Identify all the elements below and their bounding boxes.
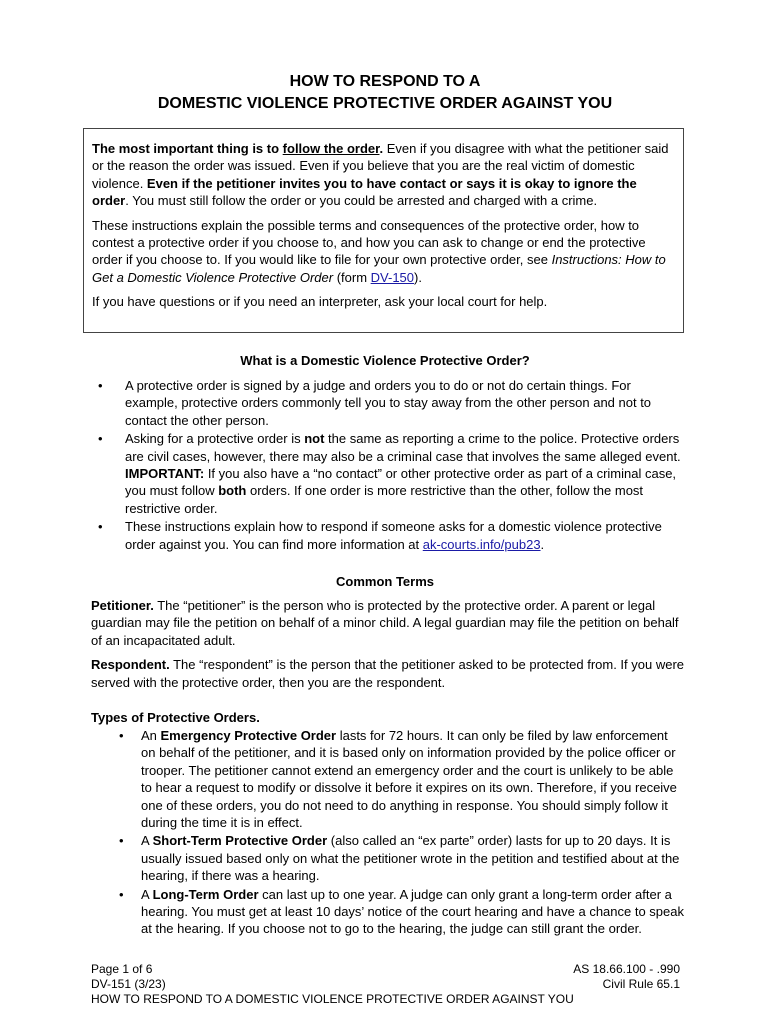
section-heading-common-terms: Common Terms — [336, 574, 434, 589]
footer-page-number: Page 1 of 6 — [91, 962, 153, 976]
footer-civil-rule: Civil Rule 65.1 — [602, 977, 680, 991]
definition-petitioner: Petitioner. The “petitioner” is the person who is protected by the protective order. A parent or legal guardian may file the petition on behalf of a minor child. A legal guardian may file the petition on behalf of an incapacitated adult. — [91, 598, 679, 648]
common-terms-definitions — [91, 597, 685, 698]
notice-paragraph-3: If you have questions or if you need an interpreter, ask your local court for help. — [92, 294, 548, 310]
types-bullet-list — [91, 727, 685, 939]
footer-statute: AS 18.66.100 - .990 — [573, 962, 680, 976]
footer-document-title: HOW TO RESPOND TO A DOMESTIC VIOLENCE PROTECTIVE ORDER AGAINST YOU — [91, 992, 574, 1006]
definition-respondent: Respondent. The “respondent” is the person that the petitioner asked to be protected from. If you were served with the protective order, then you are the respondent. — [91, 657, 685, 690]
list-item: • A Long-Term Order can last up to one year. A judge can only grant a long-term order after a hearing. You must get at least 10 days’ notice of the court hearing and have a chance to speak at the hearing. If you choose not to go to the hearing, the judge can still grant the order. — [91, 886, 685, 938]
footer-form-number: DV-151 (3/23) — [91, 977, 166, 991]
section-heading-what-is: What is a Domestic Violence Protective Order? — [240, 353, 530, 368]
list-item: • Asking for a protective order is not the same as reporting a crime to the police. Protective orders are civil cases, however, there may also be a criminal case that involves the same alleged event. IMPORTANT: If you also have a “no contact” or other protective order as part of a criminal case, you must follow both orders. If one order is more restrictive than the other, follow the most restrictive order. — [91, 430, 685, 517]
list-item: • An Emergency Protective Order lasts for 72 hours. It can only be filed by law enforcement on behalf of the petitioner, and it is based only on information provided by the police officer or trooper. The petitioner cannot extend an emergency order and the court is unlikely to be able to hear a request to modify or dissolve it before it expires on its own. Therefore, if you receive one of these orders, you do not need to do anything in response. You should simply follow it during the time it is in effect. — [91, 727, 685, 831]
notice-paragraph-2: These instructions explain the possible terms and consequences of the protective order, how to contest a protective order if you choose to, and how you can ask to change or end the protective order if you choose to. If you would like to file for your own protective order, see Instructions: How to Get a Domestic Violence Protective Order (form DV-150). — [92, 217, 666, 285]
types-heading: Types of Protective Orders. — [91, 710, 260, 725]
dv-150-link[interactable]: DV-150 — [370, 269, 415, 285]
important-notice-box — [83, 128, 684, 333]
what-is-bullet-list — [91, 377, 685, 554]
notice-paragraph-1: The most important thing is to follow the order. Even if you disagree with what the petitioner said or the reason the order was issued. Even if you believe that you are the real victim of domestic violence. Even if the petitioner invites you to have contact or says it is okay to ignore the order. You must still follow the order or you could be arrested and charged with a crime. — [92, 141, 669, 209]
list-item: • These instructions explain how to respond if someone asks for a domestic violence protective order against you. You can find more information at ak-courts.info/pub23. — [91, 518, 685, 553]
list-item: • A Short-Term Protective Order (also called an “ex parte” order) lasts for up to 20 days. It is usually issued based only on what the petitioner wrote in the petition and testified about at the hearing, if there was a hearing. — [91, 832, 685, 884]
dv-150-instructions-title: Instructions: How to Get a Domestic Violence Protective Order — [92, 252, 666, 285]
document-title-line-1: HOW TO RESPOND TO A — [289, 73, 481, 90]
pub23-link[interactable]: ak-courts.info/pub23 — [422, 536, 541, 552]
document-title-line-2: DOMESTIC VIOLENCE PROTECTIVE ORDER AGAINST YOU — [157, 95, 613, 112]
list-item: • A protective order is signed by a judge and orders you to do or not do certain things. For example, protective orders commonly tell you to stay away from the other person and not to contact the other person. — [91, 377, 685, 429]
